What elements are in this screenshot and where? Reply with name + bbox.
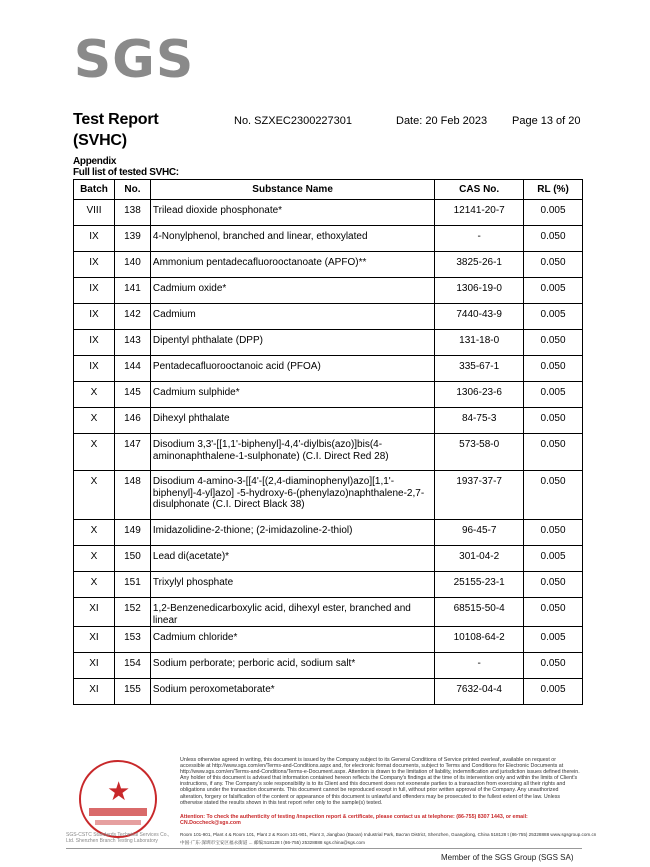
rl-cell: 0.005 (524, 200, 583, 226)
no-cell: 142 (114, 304, 150, 330)
cas-no-cell: 573-58-0 (435, 434, 524, 471)
full-list-heading: Full list of tested SVHC: (73, 167, 179, 178)
legal-disclaimer: Unless otherwise agreed in writing, this document is issued by the Company subject to its General Conditions of Service printed overleaf, available on request or accessible at http://www.sgs.com/en/Terms-and-Conditions.aspx and, for electronic format documents, subject to Terms and Conditions for Electronic Documents at http://www.sgs.com/en/Terms-and-Conditions/Terms-e-Document.aspx. Attention is drawn to the limitation of liability, indemnification and jurisdiction issues defined therein. Any holder of this document is advised that information contained hereon reflects the Company's findings at the time of its intervention only and within the limits of Client's instructions, if any. The Company's sole responsibility is to its Client and this document does not exonerate parties to a transaction from exercising all their rights and obligations under the transaction documents. This document cannot be reproduced except in full, without prior written approval of the Company. Any unauthorized alteration, forgery or falsification of the content or appearance of this document is unlawful and offenders may be prosecuted to the fullest extent of the law. Unless otherwise stated the results shown in this test report refer only to the sample(s) tested. (180, 757, 580, 806)
rl-cell: 0.050 (524, 572, 583, 598)
star-icon: ★ (107, 776, 131, 806)
substance-name-cell: Cadmium (150, 304, 434, 330)
no-cell: 144 (114, 356, 150, 382)
cas-no-cell: 1306-23-6 (435, 382, 524, 408)
table-row (74, 653, 583, 679)
substance-name-cell: 1,2-Benzenedicarboxylic acid, dihexyl ester, branched and linear (150, 598, 434, 627)
rl-cell: 0.005 (524, 546, 583, 572)
rl-cell: 0.005 (524, 679, 583, 705)
cas-no-cell: 1306-19-0 (435, 278, 524, 304)
substance-name-cell: Dipentyl phthalate (DPP) (150, 330, 434, 356)
no-cell: 155 (114, 679, 150, 705)
address-chinese: 中国·广东·深圳市宝安区福永街道 ... 邮编:518128 t (86-755) 25328888 sgs.china@sgs.com (180, 840, 365, 845)
cas-no-cell: 84-75-3 (435, 408, 524, 434)
rl-cell: 0.050 (524, 520, 583, 546)
substance-name-cell: Ammonium pentadecafluorooctanoate (APFO)** (150, 252, 434, 278)
header-rl: RL (%) (524, 180, 583, 200)
rl-cell: 0.005 (524, 382, 583, 408)
rl-cell: 0.005 (524, 278, 583, 304)
batch-cell: XI (74, 598, 115, 627)
table-row (74, 356, 583, 382)
lab-name: SGS-CSTC Standards Technical Services Co., Ltd. Shenzhen Branch Testing Laboratory (66, 832, 170, 844)
page-number: Page 13 of 20 (512, 115, 581, 127)
report-subtitle: (SVHC) (73, 132, 127, 149)
header-cas-no: CAS No. (435, 180, 524, 200)
rl-cell: 0.050 (524, 434, 583, 471)
batch-cell: X (74, 434, 115, 471)
batch-cell: XI (74, 627, 115, 653)
table-row (74, 200, 583, 226)
batch-cell: X (74, 520, 115, 546)
rl-cell: 0.005 (524, 627, 583, 653)
address-english: Room 101-901, Plant 4 & Room 101, Plant 2 & Room 101-901, Plant 3, Jiangbao (Baoan) Industrial Park, Bao'an District, Shenzhen, Guangdong, China 518128 t (86-755) 25328888 www.sgsgroup.com.cn (180, 832, 597, 837)
cas-no-cell: - (435, 653, 524, 679)
batch-cell: IX (74, 356, 115, 382)
table-header-row (74, 180, 583, 200)
batch-cell: IX (74, 304, 115, 330)
no-cell: 140 (114, 252, 150, 278)
rl-cell: 0.050 (524, 252, 583, 278)
table-row (74, 226, 583, 252)
rl-cell: 0.050 (524, 226, 583, 252)
batch-cell: IX (74, 226, 115, 252)
cas-no-cell: 301-04-2 (435, 546, 524, 572)
report-date: Date: 20 Feb 2023 (396, 115, 488, 127)
substance-name-cell: Pentadecafluorooctanoic acid (PFOA) (150, 356, 434, 382)
report-title: Test Report (73, 111, 159, 128)
svhc-table (73, 179, 583, 705)
header-no: No. (114, 180, 150, 200)
no-cell: 139 (114, 226, 150, 252)
batch-cell: IX (74, 330, 115, 356)
table-row (74, 330, 583, 356)
table-row (74, 304, 583, 330)
batch-cell: X (74, 546, 115, 572)
cas-no-cell: 10108-64-2 (435, 627, 524, 653)
substance-name-cell: Disodium 3,3'-[[1,1'-biphenyl]-4,4'-diylbis(azo)]bis(4-aminonaphthalene-1-sulphonate) (C.I. Direct Red 28) (150, 434, 434, 471)
cas-no-cell: 335-67-1 (435, 356, 524, 382)
table-row (74, 278, 583, 304)
table-row (74, 434, 583, 471)
table-row (74, 408, 583, 434)
no-cell: 138 (114, 200, 150, 226)
substance-name-cell: Sodium peroxometaborate* (150, 679, 434, 705)
cas-no-cell: 12141-20-7 (435, 200, 524, 226)
rl-cell: 0.050 (524, 356, 583, 382)
rl-cell: 0.005 (524, 304, 583, 330)
batch-cell: X (74, 471, 115, 520)
stamp-band (89, 808, 147, 816)
cas-no-cell: 25155-23-1 (435, 572, 524, 598)
table-row (74, 520, 583, 546)
rl-cell: 0.050 (524, 471, 583, 520)
authenticity-notice: Attention: To check the authenticity of testing /inspection report & certificate, please contact us at telephone: (86-755) 8307 1443, or email: CN.Doccheck@sgs.com (180, 814, 528, 826)
table-row (74, 382, 583, 408)
table-row (74, 471, 583, 520)
substance-name-cell: Sodium perborate; perboric acid, sodium salt* (150, 653, 434, 679)
no-cell: 153 (114, 627, 150, 653)
cas-no-cell: 7440-43-9 (435, 304, 524, 330)
no-cell: 149 (114, 520, 150, 546)
report-number: No. SZXEC2300227301 (234, 115, 353, 127)
substance-name-cell: Trixylyl phosphate (150, 572, 434, 598)
batch-cell: X (74, 572, 115, 598)
cas-no-cell: - (435, 226, 524, 252)
substance-name-cell: Disodium 4-amino-3-[[4'-[(2,4-diaminophenyl)azo][1,1'-biphenyl]-4-yl]azo] -5-hydroxy-6-(phenylazo)naphthalene-2,7-disulphonate (C.I. Direct Black 38) (150, 471, 434, 520)
no-cell: 154 (114, 653, 150, 679)
no-cell: 143 (114, 330, 150, 356)
substance-name-cell: Cadmium oxide* (150, 278, 434, 304)
batch-cell: XI (74, 679, 115, 705)
batch-cell: XI (74, 653, 115, 679)
sgs-logo-text: SGS (73, 30, 195, 90)
substance-name-cell: Dihexyl phthalate (150, 408, 434, 434)
table-row (74, 572, 583, 598)
batch-cell: IX (74, 252, 115, 278)
no-cell: 141 (114, 278, 150, 304)
table-row (74, 598, 583, 627)
cas-no-cell: 1937-37-7 (435, 471, 524, 520)
no-cell: 145 (114, 382, 150, 408)
table-row (74, 252, 583, 278)
substance-name-cell: 4-Nonylphenol, branched and linear, ethoxylated (150, 226, 434, 252)
no-cell: 152 (114, 598, 150, 627)
substance-name-cell: Trilead dioxide phosphonate* (150, 200, 434, 226)
cas-no-cell: 7632-04-4 (435, 679, 524, 705)
batch-cell: X (74, 382, 115, 408)
no-cell: 148 (114, 471, 150, 520)
rl-cell: 0.050 (524, 330, 583, 356)
header-substance-name: Substance Name (150, 180, 434, 200)
cas-no-cell: 96-45-7 (435, 520, 524, 546)
footer-divider (66, 848, 582, 849)
no-cell: 150 (114, 546, 150, 572)
no-cell: 151 (114, 572, 150, 598)
cas-no-cell: 3825-26-1 (435, 252, 524, 278)
member-statement: Member of the SGS Group (SGS SA) (441, 853, 574, 862)
appendix-heading: Appendix (73, 156, 117, 167)
substance-name-cell: Lead di(acetate)* (150, 546, 434, 572)
stamp-band-lower (95, 820, 141, 825)
rl-cell: 0.050 (524, 598, 583, 627)
batch-cell: VIII (74, 200, 115, 226)
table-row (74, 627, 583, 653)
table-row (74, 546, 583, 572)
batch-cell: IX (74, 278, 115, 304)
substance-name-cell: Cadmium sulphide* (150, 382, 434, 408)
header-batch: Batch (74, 180, 115, 200)
rl-cell: 0.050 (524, 653, 583, 679)
rl-cell: 0.050 (524, 408, 583, 434)
cas-no-cell: 68515-50-4 (435, 598, 524, 627)
substance-name-cell: Imidazolidine-2-thione; (2-imidazoline-2-thiol) (150, 520, 434, 546)
batch-cell: X (74, 408, 115, 434)
inspection-stamp (79, 760, 157, 838)
no-cell: 146 (114, 408, 150, 434)
sgs-logo (67, 32, 201, 88)
cas-no-cell: 131-18-0 (435, 330, 524, 356)
no-cell: 147 (114, 434, 150, 471)
table-row (74, 679, 583, 705)
substance-name-cell: Cadmium chloride* (150, 627, 434, 653)
